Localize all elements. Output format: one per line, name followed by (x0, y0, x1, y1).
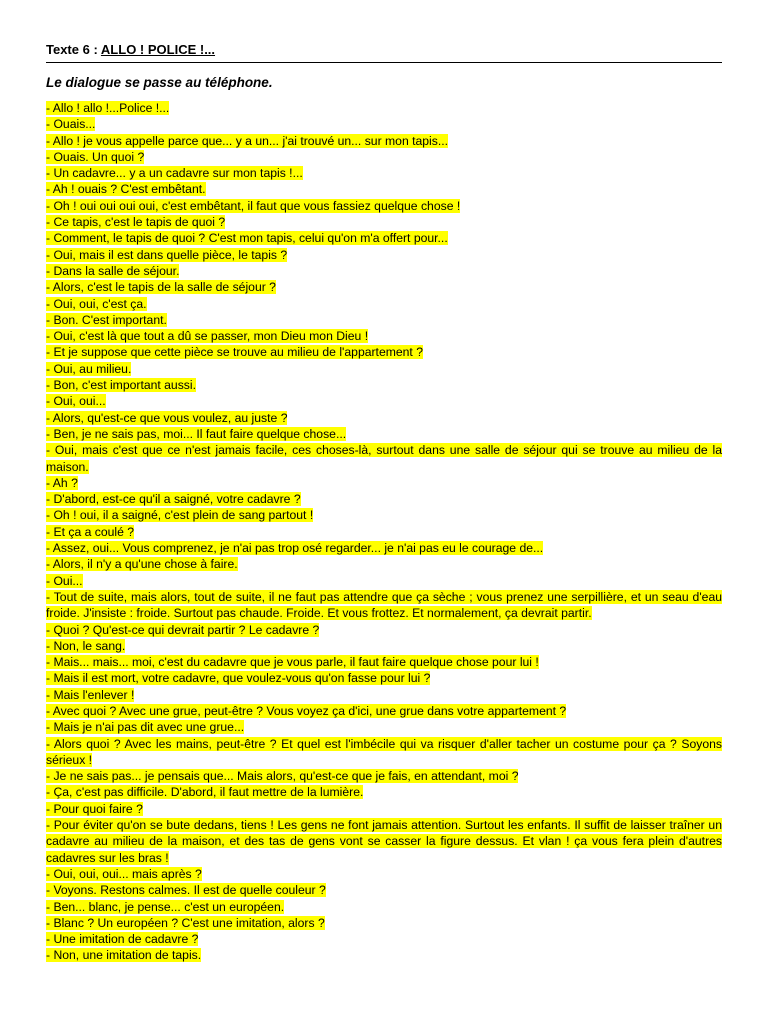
highlighted-text: - Pour éviter qu'on se bute dedans, tiens ! Les gens ne font jamais attention. Surtout les enfants. Il suffit de laisser traîner un cadavre au milieu de la maison, et des tas de gens vont se casser la figure dessus. Et vlan ! ça vous fera plein d'autres cadavres sur les bras ! (46, 818, 722, 865)
dialogue-line (46, 736, 722, 769)
dialogue-line (46, 915, 722, 931)
text-number-label: Texte 6 : (46, 42, 101, 57)
dialogue-line (46, 670, 722, 686)
dialogue-line (46, 947, 722, 963)
highlighted-text: - Dans la salle de séjour. (46, 263, 180, 278)
highlighted-text: - Et je suppose que cette pièce se trouve au milieu de l'appartement ? (46, 345, 423, 360)
dialogue-line (46, 556, 722, 572)
document-title: ALLO ! POLICE !... (100, 42, 216, 57)
dialogue-line (46, 344, 722, 360)
highlighted-text: - Oui, au milieu. (46, 361, 132, 376)
highlighted-text: - Ouais... (46, 117, 96, 132)
highlighted-text: - Alors, il n'y a qu'une chose à faire. (46, 557, 238, 572)
highlighted-text: - Et ça a coulé ? (46, 524, 135, 539)
highlighted-text: - Bon, c'est important aussi. (46, 378, 196, 393)
highlighted-text: - Oh ! oui, il a saigné, c'est plein de sang partout ! (46, 508, 314, 523)
dialogue-line (46, 491, 722, 507)
dialogue-line (46, 377, 722, 393)
dialogue-line (46, 654, 722, 670)
dialogue-line (46, 475, 722, 491)
highlighted-text: - Avec quoi ? Avec une grue, peut-être ? Vous voyez ça d'ici, une grue dans votre appartement ? (46, 703, 567, 718)
highlighted-text: - Oui, oui, c'est ça. (46, 296, 147, 311)
highlighted-text: - Oui, mais il est dans quelle pièce, le tapis ? (46, 247, 288, 262)
highlighted-text: - Assez, oui... Vous comprenez, je n'ai pas trop osé regarder... je n'ai pas eu le courage de... (46, 541, 544, 556)
dialogue-line (46, 573, 722, 589)
highlighted-text: - Alors, c'est le tapis de la salle de séjour ? (46, 280, 276, 295)
highlighted-text: - Ouais. Un quoi ? (46, 149, 145, 164)
highlighted-text: - Allo ! allo !...Police !... (46, 101, 170, 115)
dialogue-line (46, 361, 722, 377)
dialogue-line (46, 198, 722, 214)
highlighted-text: - Non, une imitation de tapis. (46, 948, 202, 963)
highlighted-text: - Ben, je ne sais pas, moi... Il faut faire quelque chose... (46, 426, 347, 441)
dialogue-line (46, 100, 722, 116)
dialogue-line (46, 296, 722, 312)
dialogue-line (46, 116, 722, 132)
dialogue-line (46, 817, 722, 866)
dialogue-line (46, 638, 722, 654)
dialogue-line (46, 263, 722, 279)
highlighted-text: - Comment, le tapis de quoi ? C'est mon tapis, celui qu'on m'a offert pour... (46, 231, 448, 246)
dialogue-line (46, 703, 722, 719)
dialogue-body (46, 100, 722, 964)
highlighted-text: - Alors, qu'est-ce que vous voulez, au juste ? (46, 410, 288, 425)
highlighted-text: - Oui, oui, oui... mais après ? (46, 866, 202, 881)
highlighted-text: - Mais il est mort, votre cadavre, que voulez-vous qu'on fasse pour lui ? (46, 671, 431, 686)
dialogue-line (46, 524, 722, 540)
dialogue-line (46, 768, 722, 784)
dialogue-line (46, 931, 722, 947)
highlighted-text: - Ben... blanc, je pense... c'est un européen. (46, 899, 285, 914)
dialogue-line (46, 866, 722, 882)
highlighted-text: - Alors quoi ? Avec les mains, peut-être ? Et quel est l'imbécile qui va risquer d'aller tacher un costume pour ça ? Soyons sérieux ! (46, 736, 722, 767)
highlighted-text: - Allo ! je vous appelle parce que... y a un... j'ai trouvé un... sur mon tapis... (46, 133, 449, 148)
highlighted-text: - Ah ? (46, 475, 78, 490)
dialogue-line (46, 507, 722, 523)
highlighted-text: - Voyons. Restons calmes. Il est de quelle couleur ? (46, 883, 326, 898)
dialogue-line (46, 426, 722, 442)
dialogue-line (46, 882, 722, 898)
highlighted-text: - Non, le sang. (46, 638, 126, 653)
highlighted-text: - Pour quoi faire ? (46, 801, 143, 816)
document-subtitle: Le dialogue se passe au téléphone. (46, 75, 273, 90)
highlighted-text: - Blanc ? Un européen ? C'est une imitation, alors ? (46, 915, 325, 930)
dialogue-line (46, 784, 722, 800)
dialogue-line (46, 181, 722, 197)
dialogue-line (46, 393, 722, 409)
dialogue-line (46, 687, 722, 703)
dialogue-line (46, 279, 722, 295)
dialogue-line (46, 312, 722, 328)
highlighted-text: - Oui, oui... (46, 394, 106, 409)
dialogue-line (46, 328, 722, 344)
highlighted-text: - Mais je n'ai pas dit avec une grue... (46, 720, 245, 735)
highlighted-text: - Ce tapis, c'est le tapis de quoi ? (46, 215, 226, 230)
highlighted-text: - Bon. C'est important. (46, 312, 167, 327)
dialogue-line (46, 589, 722, 622)
dialogue-line (46, 801, 722, 817)
highlighted-text: - Oui, c'est là que tout a dû se passer, mon Dieu mon Dieu ! (46, 329, 369, 344)
highlighted-text: - Tout de suite, mais alors, tout de suite, il ne faut pas attendre que ça sèche ; vous prenez une serpillière, et un seau d'eau froide. J'insiste : froide. Surtout pas chaude. Froide. Et vous frottez. Et normalement, ça devrait partir. (46, 589, 722, 621)
dialogue-line (46, 230, 722, 246)
dialogue-line (46, 622, 722, 638)
highlighted-text: - Oh ! oui oui oui oui, c'est embêtant, il faut que vous fassiez quelque chose ! (46, 198, 461, 213)
highlighted-text: - Oui, mais c'est que ce n'est jamais facile, ces choses-là, surtout dans une salle de séjour qui se trouve au milieu de la maison. (46, 443, 722, 474)
dialogue-line (46, 442, 722, 475)
dialogue-line (46, 214, 722, 230)
highlighted-text: - Une imitation de cadavre ? (46, 932, 199, 947)
dialogue-line (46, 165, 722, 181)
dialogue-line (46, 149, 722, 165)
dialogue-line (46, 133, 722, 149)
highlighted-text: - Oui... (46, 573, 83, 588)
highlighted-text: - Un cadavre... y a un cadavre sur mon tapis !... (46, 166, 303, 181)
highlighted-text: - Ça, c'est pas difficile. D'abord, il faut mettre de la lumière. (46, 785, 364, 800)
dialogue-line (46, 719, 722, 735)
highlighted-text: - Ah ! ouais ? C'est embêtant. (46, 182, 206, 197)
highlighted-text: - Mais l'enlever ! (46, 687, 135, 702)
dialogue-line (46, 540, 722, 556)
document-header (46, 40, 722, 63)
dialogue-line (46, 899, 722, 915)
highlighted-text: - Mais... mais... moi, c'est du cadavre que je vous parle, il faut faire quelque chose pour lui ! (46, 655, 539, 670)
dialogue-line (46, 410, 722, 426)
document-page (46, 40, 722, 964)
highlighted-text: - Quoi ? Qu'est-ce qui devrait partir ? Le cadavre ? (46, 622, 320, 637)
highlighted-text: - D'abord, est-ce qu'il a saigné, votre cadavre ? (46, 492, 301, 507)
dialogue-line (46, 247, 722, 263)
highlighted-text: - Je ne sais pas... je pensais que... Mais alors, qu'est-ce que je fais, en attendant, moi ? (46, 769, 519, 784)
